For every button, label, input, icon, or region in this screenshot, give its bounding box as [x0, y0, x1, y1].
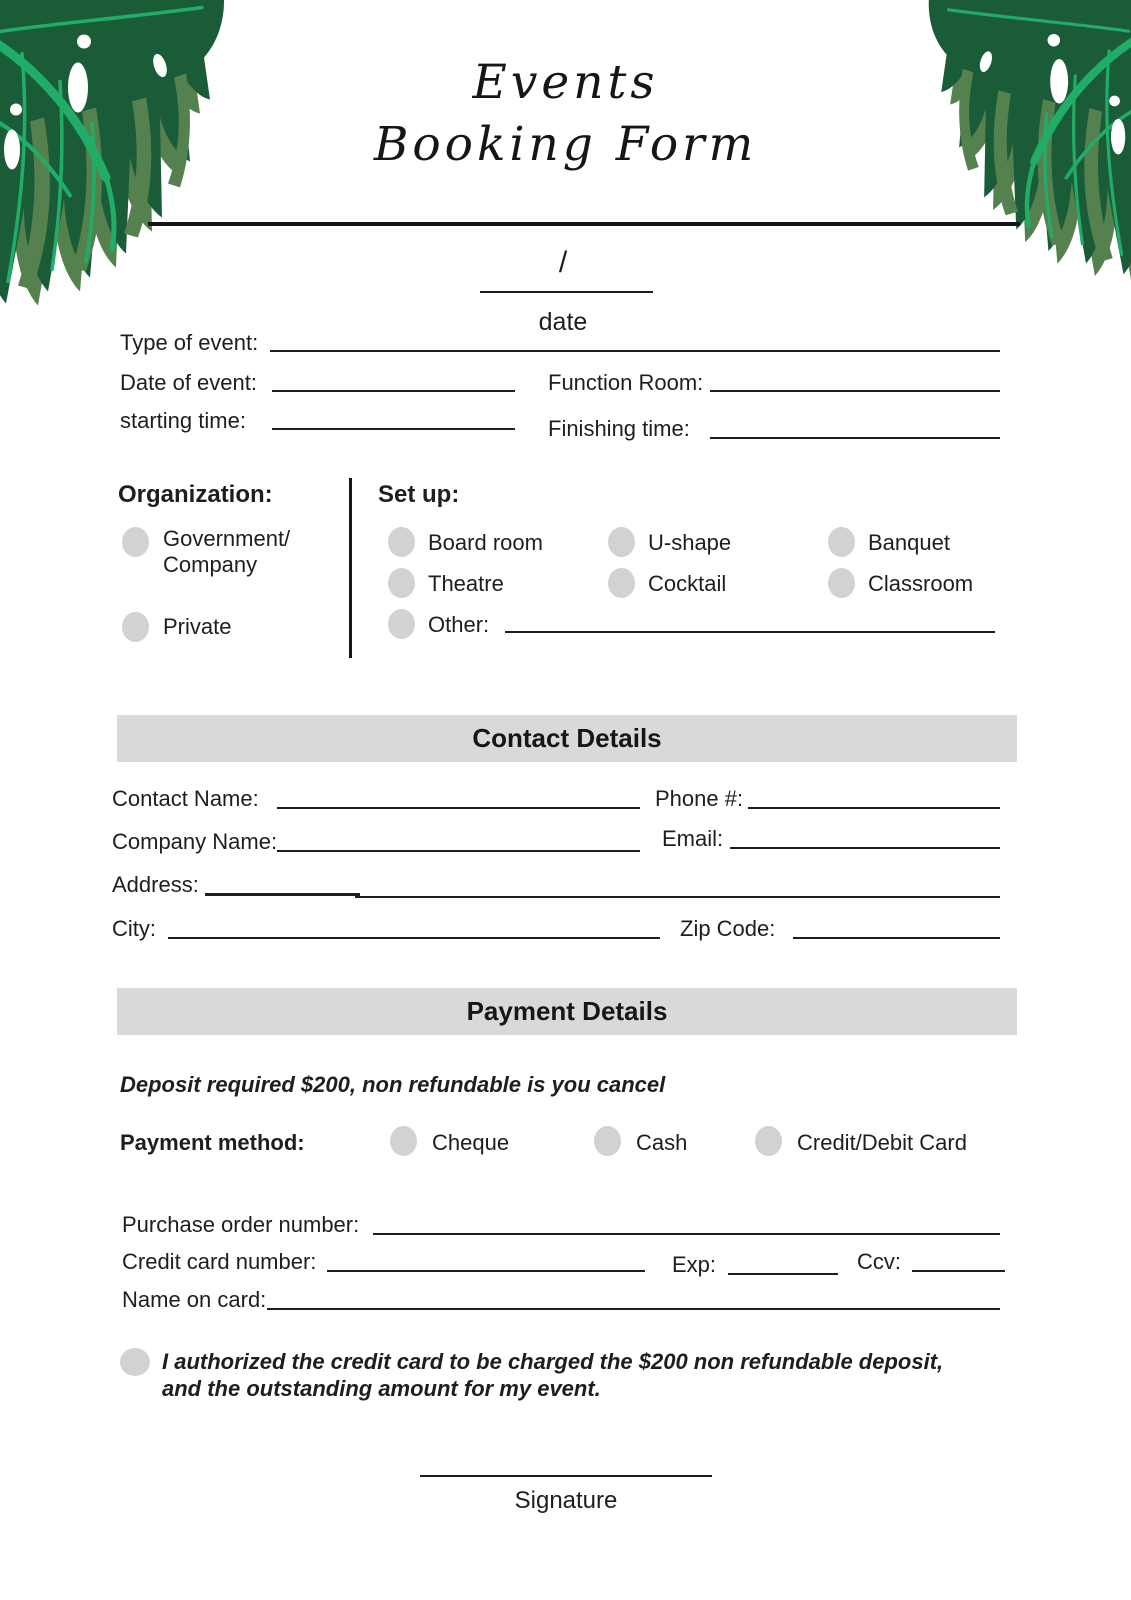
other-line[interactable] — [505, 631, 995, 633]
page-title-line1: Events — [472, 55, 659, 110]
company-name-label: Company Name: — [112, 829, 278, 854]
radio-cocktail[interactable] — [608, 568, 635, 598]
date-slash: / — [558, 246, 568, 279]
exp-label: Exp: — [672, 1252, 717, 1277]
organization-heading: Organization: — [118, 481, 273, 508]
starting-time-label: starting time: — [120, 408, 246, 433]
radio-board-room[interactable] — [388, 527, 415, 557]
phone-line[interactable] — [748, 807, 1000, 809]
address-line-1[interactable] — [205, 893, 360, 896]
date-of-event-line[interactable] — [272, 390, 515, 392]
classroom-label: Classroom — [868, 571, 974, 596]
credit-card-number-label: Credit card number: — [122, 1249, 317, 1274]
payment-details-header: Payment Details — [117, 988, 1017, 1035]
purchase-order-label: Purchase order number: — [122, 1212, 360, 1237]
radio-government-company[interactable] — [122, 527, 149, 557]
name-on-card-line[interactable] — [267, 1308, 1000, 1310]
company-name-line[interactable] — [277, 850, 640, 852]
function-room-label: Function Room: — [548, 370, 704, 395]
credit-debit-card-label: Credit/Debit Card — [797, 1130, 967, 1155]
finishing-time-label: Finishing time: — [548, 416, 690, 441]
date-input-line[interactable] — [480, 291, 653, 293]
authorization-text: I authorized the credit card to be charged the $200 non refundable deposit, and the outstanding amount for my event. — [162, 1349, 944, 1401]
type-of-event-label: Type of event: — [120, 330, 259, 355]
city-line[interactable] — [168, 937, 660, 939]
radio-classroom[interactable] — [828, 568, 855, 598]
date-of-event-label: Date of event: — [120, 370, 257, 395]
address-line-2[interactable] — [355, 896, 1000, 898]
name-on-card-label: Name on card: — [122, 1287, 267, 1312]
date-caption: date — [538, 308, 588, 336]
function-room-line[interactable] — [710, 390, 1000, 392]
address-label: Address: — [112, 872, 199, 897]
radio-other[interactable] — [388, 609, 415, 639]
zip-code-label: Zip Code: — [680, 916, 776, 941]
cheque-label: Cheque — [432, 1130, 510, 1155]
title-divider — [148, 222, 1020, 226]
radio-banquet[interactable] — [828, 527, 855, 557]
setup-heading: Set up: — [378, 481, 460, 508]
purchase-order-line[interactable] — [373, 1233, 1000, 1235]
payment-method-label: Payment method: — [120, 1130, 305, 1155]
type-of-event-line[interactable] — [270, 350, 1000, 352]
contact-details-header: Contact Details — [117, 715, 1017, 762]
email-line[interactable] — [730, 847, 1000, 849]
banquet-label: Banquet — [868, 530, 950, 555]
radio-theatre[interactable] — [388, 568, 415, 598]
page-title — [0, 52, 1131, 176]
finishing-time-line[interactable] — [710, 437, 1000, 439]
radio-cash[interactable] — [594, 1126, 621, 1156]
email-label: Email: — [662, 826, 724, 851]
private-label: Private — [163, 614, 232, 639]
cocktail-label: Cocktail — [648, 571, 727, 596]
ccv-line[interactable] — [912, 1270, 1005, 1272]
signature-line[interactable] — [420, 1475, 712, 1477]
radio-credit-debit-card[interactable] — [755, 1126, 782, 1156]
theatre-label: Theatre — [428, 571, 504, 596]
starting-time-line[interactable] — [272, 428, 515, 430]
u-shape-label: U-shape — [648, 530, 732, 555]
city-label: City: — [112, 916, 156, 941]
contact-name-label: Contact Name: — [112, 786, 259, 811]
authorization-checkbox[interactable] — [120, 1348, 150, 1376]
exp-line[interactable] — [728, 1273, 838, 1275]
other-label: Other: — [428, 612, 490, 637]
zip-code-line[interactable] — [793, 937, 1000, 939]
phone-label: Phone #: — [655, 786, 744, 811]
organization-setup-divider — [349, 478, 352, 658]
signature-label: Signature — [514, 1487, 618, 1514]
board-room-label: Board room — [428, 530, 543, 555]
deposit-note: Deposit required $200, non refundable is you cancel — [120, 1072, 666, 1097]
cash-label: Cash — [636, 1130, 688, 1155]
radio-u-shape[interactable] — [608, 527, 635, 557]
credit-card-number-line[interactable] — [327, 1270, 645, 1272]
radio-private[interactable] — [122, 612, 149, 642]
ccv-label: Ccv: — [857, 1249, 901, 1274]
radio-cheque[interactable] — [390, 1126, 417, 1156]
contact-name-line[interactable] — [277, 807, 640, 809]
government-company-label: Government/ Company — [163, 526, 291, 577]
page-title-line2: Booking Form — [373, 117, 758, 172]
